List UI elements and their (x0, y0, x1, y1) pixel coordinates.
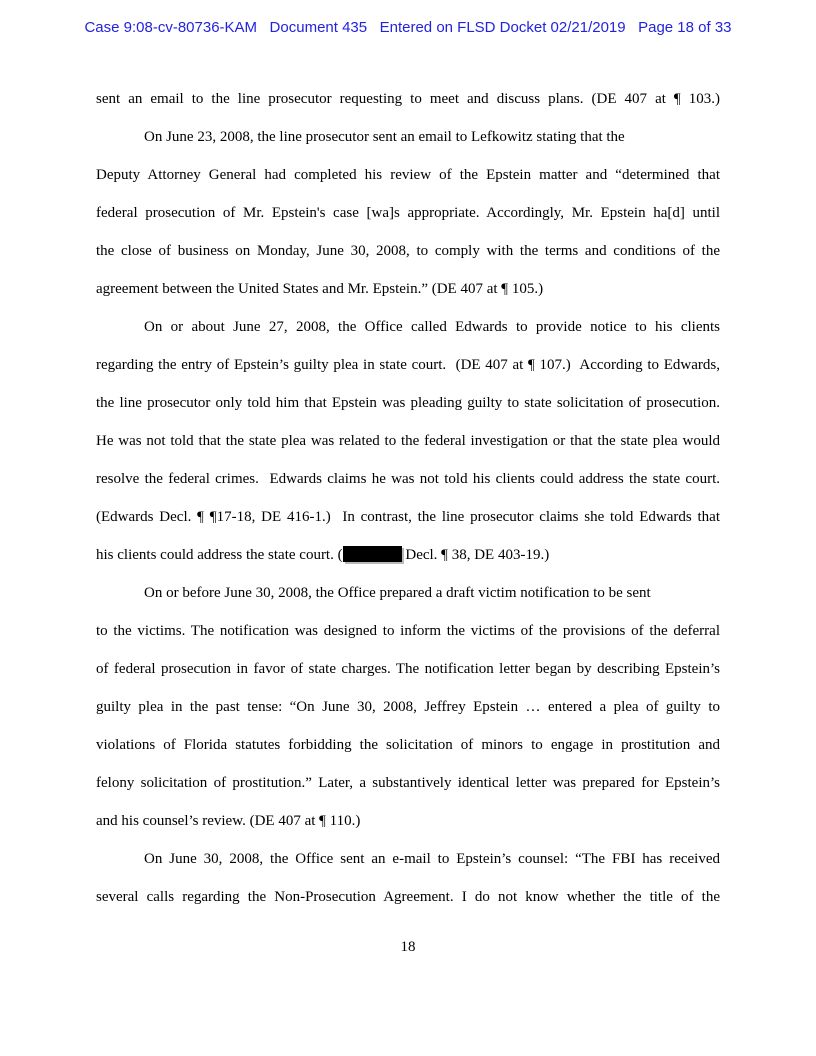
document-line: and his counsel’s review. (DE 407 at ¶ 110.) (96, 813, 361, 829)
document-line: On or about June 27, 2008, the Office called Edwards to provide notice to his clients (144, 319, 720, 335)
document-line: On or before June 30, 2008, the Office prepared a draft victim notification to be sent (144, 585, 651, 601)
redaction-box (343, 546, 402, 562)
document-line: (Edwards Decl. ¶ ¶17-18, DE 416-1.) In contrast, the line prosecutor claims she told Edwards that (96, 509, 720, 525)
document-line: resolve the federal crimes. Edwards claims he was not told his clients could address the state court. (96, 471, 720, 487)
document-line: He was not told that the state plea was related to the federal investigation or that the state plea would (96, 433, 720, 449)
document-line: felony solicitation of prostitution.” Later, a substantively identical letter was prepared for Epstein’s (96, 775, 720, 791)
document-line: guilty plea in the past tense: “On June 30, 2008, Jeffrey Epstein … entered a plea of guilty to (96, 699, 720, 715)
document-line: regarding the entry of Epstein’s guilty plea in state court. (DE 407 at ¶ 107.) According to Edwards, (96, 357, 720, 373)
document-line: federal prosecution of Mr. Epstein's case [wa]s appropriate. Accordingly, Mr. Epstein ha[d] until (96, 205, 720, 221)
redacted-line-post-text: Decl. ¶ 38, DE 403-19.) (401, 547, 550, 563)
document-line: violations of Florida statutes forbidding the solicitation of minors to engage in prostitution and (96, 737, 720, 753)
document-line: agreement between the United States and Mr. Epstein.” (DE 407 at ¶ 105.) (96, 281, 544, 297)
document-line: the line prosecutor only told him that Epstein was pleading guilty to state solicitation of prosecution. (96, 395, 720, 411)
document-line: several calls regarding the Non-Prosecution Agreement. I do not know whether the title of the (96, 889, 720, 905)
document-line: On June 23, 2008, the line prosecutor sent an email to Lefkowitz stating that the (144, 129, 625, 145)
docket-stamp: Case 9:08-cv-80736-KAM Document 435 Entered on FLSD Docket 02/21/2019 Page 18 of 33 (84, 19, 732, 36)
document-line: to the victims. The notification was designed to inform the victims of the provisions of the deferral (96, 623, 720, 639)
document-line: On June 30, 2008, the Office sent an e-mail to Epstein’s counsel: “The FBI has received (144, 851, 720, 867)
document-line: Deputy Attorney General had completed his review of the Epstein matter and “determined that (96, 167, 720, 183)
document-line: sent an email to the line prosecutor requesting to meet and discuss plans. (DE 407 at ¶ 103.) (96, 91, 720, 107)
document-line: of federal prosecution in favor of state charges. The notification letter began by describing Epstein’s (96, 661, 720, 677)
document-line: the close of business on Monday, June 30, 2008, to comply with the terms and conditions of the (96, 243, 720, 259)
document-body (96, 80, 720, 916)
redacted-line-pre-text: his clients could address the state court. ( (96, 547, 343, 563)
document-line-redacted (96, 536, 720, 574)
page-number: 18 (400, 939, 416, 955)
